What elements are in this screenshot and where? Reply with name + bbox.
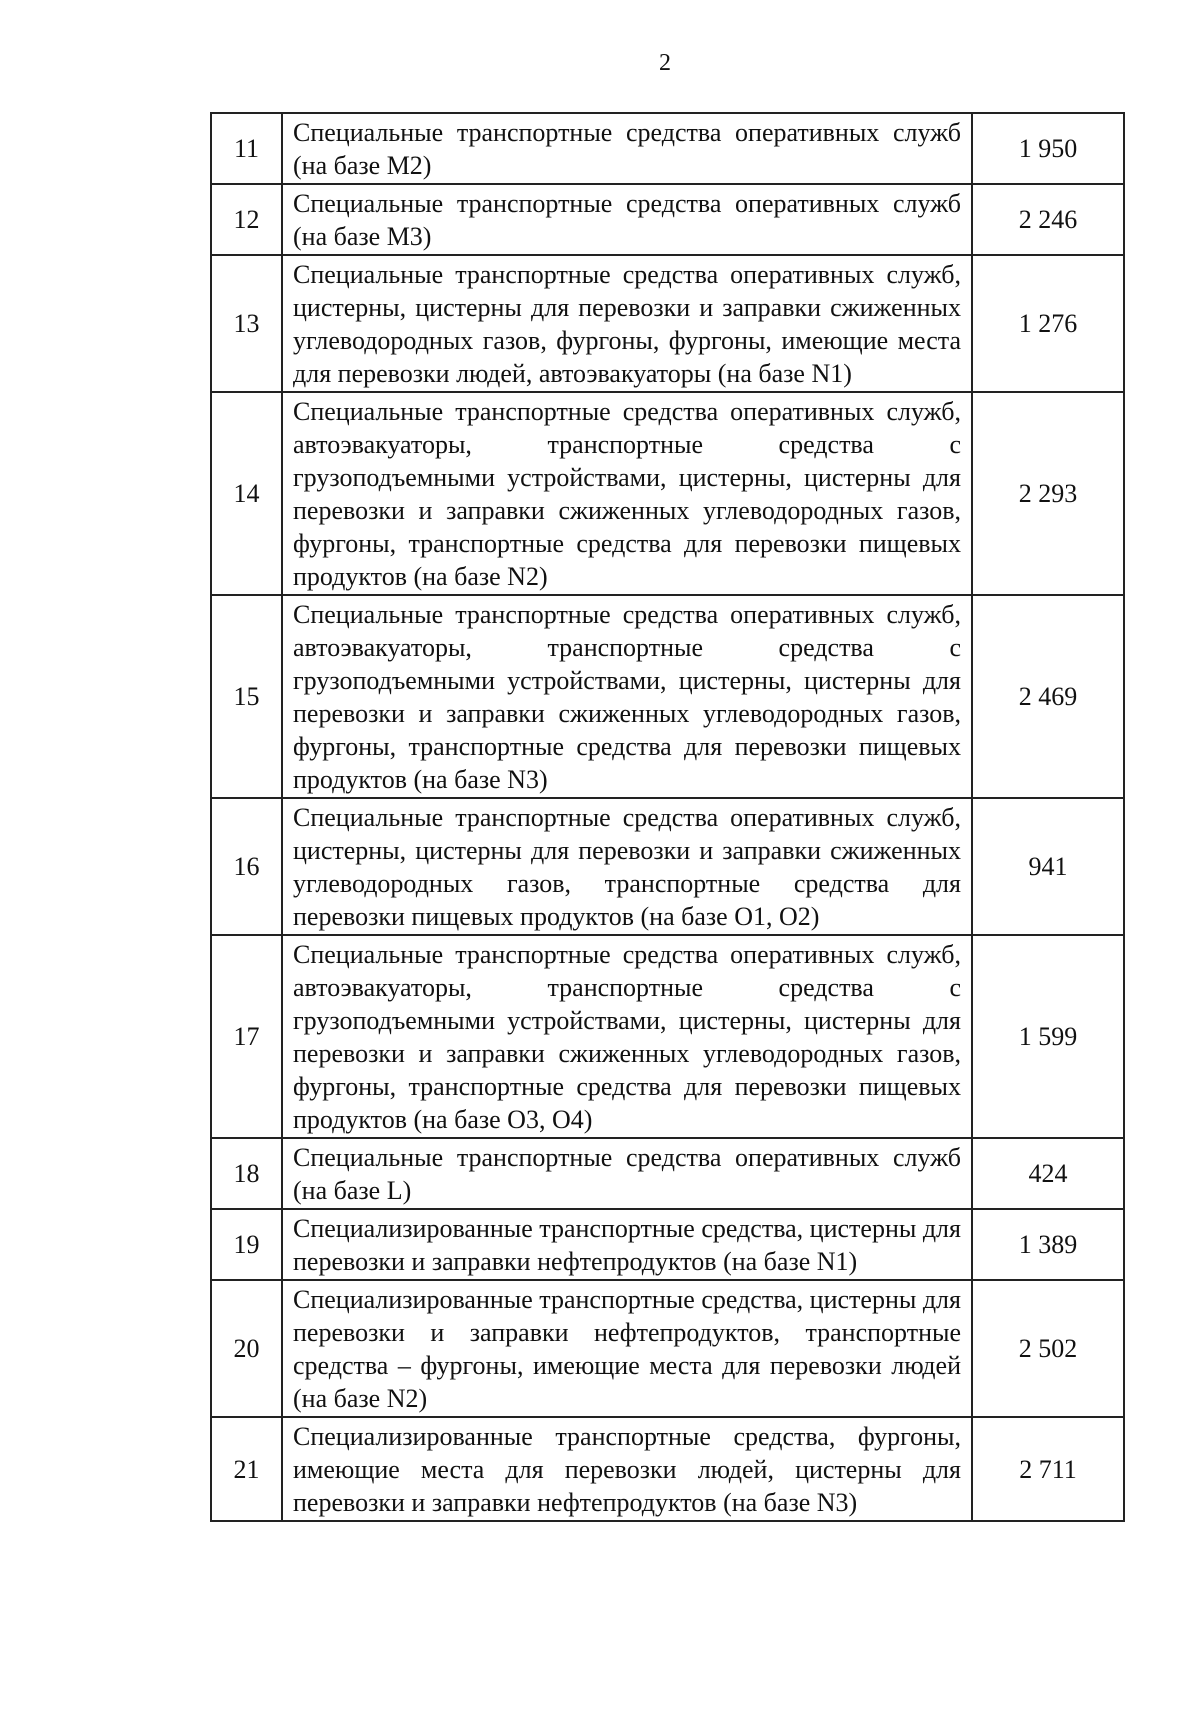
table-row <box>211 1417 1124 1521</box>
row-value: 2 711 <box>972 1417 1124 1521</box>
row-description: Специальные транспортные средства оперативных служб, цистерны, цистерны для перевозки и заправки сжиженных углеводородных газов, транспортные средства для перевозки пищевых продуктов (на базе O1, O2) <box>282 798 972 935</box>
row-description: Специальные транспортные средства оперативных служб, цистерны, цистерны для перевозки и заправки сжиженных углеводородных газов, фургоны, фургоны, имеющие места для перевозки людей, автоэвакуаторы (на базе N1) <box>282 255 972 392</box>
row-number: 16 <box>211 798 282 935</box>
row-value: 2 246 <box>972 184 1124 255</box>
row-description: Специальные транспортные средства оперативных служб (на базе L) <box>282 1138 972 1209</box>
page-number: 2 <box>659 50 671 76</box>
row-value: 1 276 <box>972 255 1124 392</box>
row-number: 14 <box>211 392 282 595</box>
tariff-table <box>210 112 1125 1522</box>
row-value: 1 389 <box>972 1209 1124 1280</box>
row-description: Специализированные транспортные средства, фургоны, имеющие места для перевозки людей, цистерны для перевозки и заправки нефтепродуктов (на базе N3) <box>282 1417 972 1521</box>
table-row <box>211 255 1124 392</box>
row-number: 11 <box>211 113 282 184</box>
table-row <box>211 798 1124 935</box>
row-description: Специальные транспортные средства оперативных служб, автоэвакуаторы, транспортные средства с грузоподъемными устройствами, цистерны, цистерны для перевозки и заправки сжиженных углеводородных газов, фургоны, транспортные средства для перевозки пищевых продуктов (на базе N2) <box>282 392 972 595</box>
row-number: 15 <box>211 595 282 798</box>
row-description: Специализированные транспортные средства, цистерны для перевозки и заправки нефтепродуктов (на базе N1) <box>282 1209 972 1280</box>
table-row <box>211 392 1124 595</box>
row-number: 21 <box>211 1417 282 1521</box>
row-description: Специальные транспортные средства оперативных служб (на базе M3) <box>282 184 972 255</box>
row-number: 13 <box>211 255 282 392</box>
row-description: Специальные транспортные средства оперативных служб (на базе M2) <box>282 113 972 184</box>
row-description: Специальные транспортные средства оперативных служб, автоэвакуаторы, транспортные средства с грузоподъемными устройствами, цистерны, цистерны для перевозки и заправки сжиженных углеводородных газов, фургоны, транспортные средства для перевозки пищевых продуктов (на базе N3) <box>282 595 972 798</box>
row-value: 2 469 <box>972 595 1124 798</box>
row-number: 12 <box>211 184 282 255</box>
table-row <box>211 935 1124 1138</box>
table-row <box>211 1209 1124 1280</box>
table-row <box>211 113 1124 184</box>
table-row <box>211 1138 1124 1209</box>
table-row <box>211 595 1124 798</box>
row-value: 2 502 <box>972 1280 1124 1417</box>
row-description: Специальные транспортные средства оперативных служб, автоэвакуаторы, транспортные средства с грузоподъемными устройствами, цистерны, цистерны для перевозки и заправки сжиженных углеводородных газов, фургоны, транспортные средства для перевозки пищевых продуктов (на базе O3, O4) <box>282 935 972 1138</box>
row-number: 17 <box>211 935 282 1138</box>
row-value: 1 950 <box>972 113 1124 184</box>
table-row <box>211 1280 1124 1417</box>
table-row <box>211 184 1124 255</box>
row-value: 424 <box>972 1138 1124 1209</box>
row-value: 2 293 <box>972 392 1124 595</box>
row-description: Специализированные транспортные средства, цистерны для перевозки и заправки нефтепродуктов, транспортные средства – фургоны, имеющие места для перевозки людей (на базе N2) <box>282 1280 972 1417</box>
row-number: 19 <box>211 1209 282 1280</box>
row-number: 20 <box>211 1280 282 1417</box>
row-number: 18 <box>211 1138 282 1209</box>
row-value: 941 <box>972 798 1124 935</box>
row-value: 1 599 <box>972 935 1124 1138</box>
